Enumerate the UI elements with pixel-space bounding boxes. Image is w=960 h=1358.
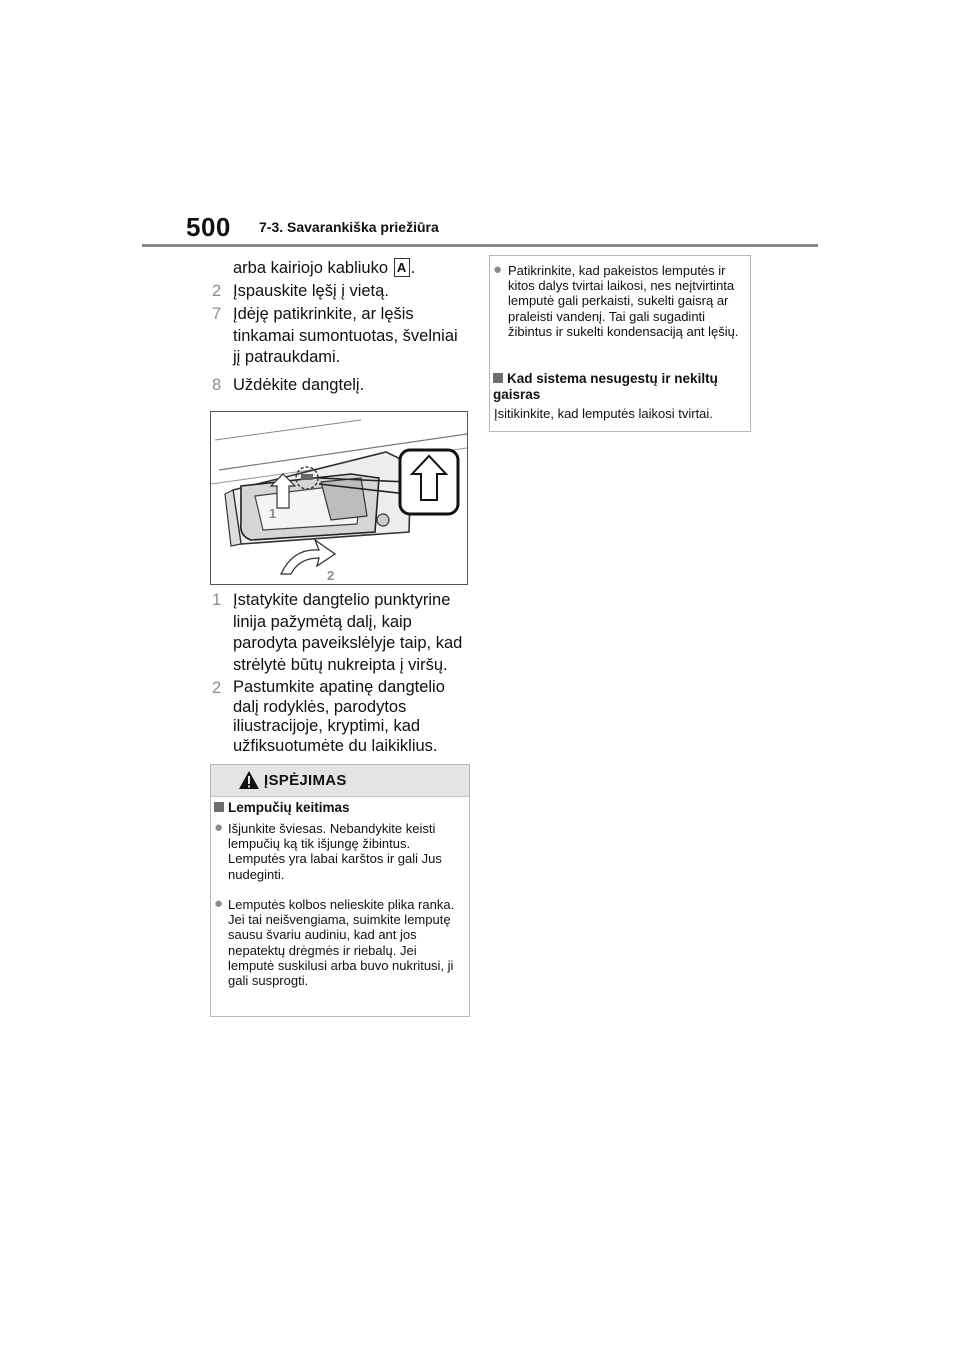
step-number: 1 <box>212 591 222 609</box>
step-text: Uždėkite dangtelį. <box>233 376 365 394</box>
note-text: Įsitikinkite, kad lemputės laikosi tvirtai. <box>494 406 713 421</box>
step-text: Įdėję patikrinkite, ar lęšis tinkamai sumontuotas, švelniai jį patraukdami. <box>233 305 458 366</box>
warning-subhead <box>214 800 350 816</box>
step-text: Pastumkite apatinę dangtelio dalį rodyklės, parodytos iliustracijoje, kryptimi, kad užfiksuotumėte du laikiklius. <box>233 678 445 755</box>
illustration-svg <box>211 412 467 584</box>
warning-title: ĮSPĖJIMAS <box>264 772 347 789</box>
figure-label-1: 1 <box>269 506 277 521</box>
step-number: 8 <box>212 376 222 394</box>
bullet-icon: ● <box>214 895 224 912</box>
callout-badge: A <box>394 258 410 277</box>
step-text: Įstatykite dangtelio punktyrine linija pažymėtą dalį, kaip parodyta paveikslėlyje taip, kad strėlytė būtų nukreipta į viršų. <box>233 591 463 674</box>
square-bullet-icon <box>214 802 224 812</box>
step-number: 2 <box>212 282 222 300</box>
warning-subhead-text: Lempučių keitimas <box>228 800 350 815</box>
step-number: 7 <box>212 305 222 323</box>
bullet-icon: ● <box>214 819 224 836</box>
intro-text: arba kairiojo kabliuko <box>233 259 389 277</box>
note-subhead-text: Kad sistema nesugestų ir nekiltų gaisras <box>493 371 718 402</box>
square-bullet-icon <box>493 373 503 383</box>
warning-bullet: Lemputės kolbos nelieskite plika ranka. Jei tai neišvengiama, suimkite lemputę sausu švariu audiniu, kad ant jos nepatektų drėgmės ir riebalų. Jei lemputė suskilusi arba buvo nukritusi, ji gali susprogti. <box>228 897 455 989</box>
note-box <box>489 255 751 432</box>
bulb-cover-illustration <box>210 411 468 585</box>
intro-punct: . <box>410 259 416 277</box>
step-text: Įspauskite lęšį į vietą. <box>233 282 389 300</box>
page-number: 500 <box>186 212 231 242</box>
note-subhead <box>493 371 743 402</box>
warning-box <box>210 764 470 1017</box>
header-rule <box>142 244 818 247</box>
warning-header <box>211 765 469 797</box>
warning-bullet: Išjunkite šviesas. Nebandykite keisti lempučių ką tik išjungę žibintus. Lemputės yra labai karštos ir gali Jus nudeginti. <box>228 821 442 882</box>
note-bullet: Patikrinkite, kad pakeistos lemputės ir kitos dalys tvirtai laikosi, nes neįtvirtinta lemputė gali perkaisti, sukelti gaisrą ar praleisti vandenį. Tai gali sugadinti žibintus ir sukelti kondensaciją ant lęšių. <box>508 263 739 339</box>
bullet-icon: ● <box>493 261 503 278</box>
intro-line <box>233 258 415 280</box>
figure-label-2: 2 <box>327 568 335 583</box>
section-title: 7-3. Savarankiška priežiūra <box>259 219 439 235</box>
step-number: 2 <box>212 679 222 697</box>
warning-triangle-icon <box>238 770 260 790</box>
